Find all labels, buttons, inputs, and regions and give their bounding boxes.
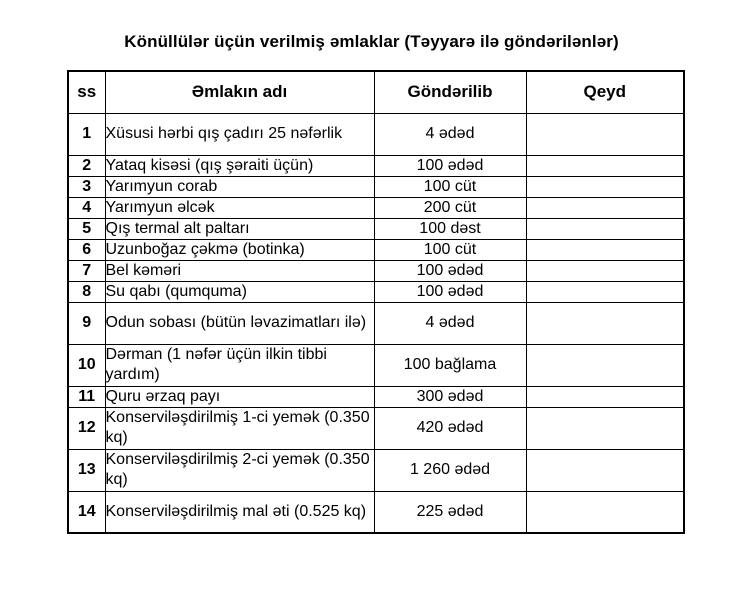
item-name: Odun sobası (bütün ləvazimatları ilə) bbox=[105, 302, 374, 344]
item-name: Xüsusi hərbi qış çadırı 25 nəfərlik bbox=[105, 113, 374, 155]
sent-quantity: 4 ədəd bbox=[374, 113, 526, 155]
row-number: 1 bbox=[68, 113, 105, 155]
note-cell bbox=[526, 449, 684, 491]
row-number: 12 bbox=[68, 407, 105, 449]
row-number: 2 bbox=[68, 155, 105, 176]
note-cell bbox=[526, 155, 684, 176]
table-row bbox=[68, 407, 684, 449]
note-cell bbox=[526, 386, 684, 407]
sent-quantity: 100 ədəd bbox=[374, 260, 526, 281]
row-number: 3 bbox=[68, 176, 105, 197]
sent-quantity: 100 cüt bbox=[374, 239, 526, 260]
sent-quantity: 1 260 ədəd bbox=[374, 449, 526, 491]
sent-quantity: 100 ədəd bbox=[374, 155, 526, 176]
row-number: 11 bbox=[68, 386, 105, 407]
row-number: 9 bbox=[68, 302, 105, 344]
note-cell bbox=[526, 218, 684, 239]
column-header-name: Əmlakın adı bbox=[105, 71, 374, 113]
note-cell bbox=[526, 491, 684, 533]
assets-table bbox=[67, 70, 685, 534]
table-row bbox=[68, 176, 684, 197]
sent-quantity: 100 dəst bbox=[374, 218, 526, 239]
row-number: 5 bbox=[68, 218, 105, 239]
page-title: Könüllülər üçün verilmiş əmlaklar (Təyyarə ilə göndərilənlər) bbox=[124, 32, 619, 51]
note-cell bbox=[526, 407, 684, 449]
sent-quantity: 100 cüt bbox=[374, 176, 526, 197]
table-row bbox=[68, 239, 684, 260]
table-row bbox=[68, 113, 684, 155]
item-name: Yarımyun corab bbox=[105, 176, 374, 197]
note-cell bbox=[526, 176, 684, 197]
sent-quantity: 420 ədəd bbox=[374, 407, 526, 449]
table-row bbox=[68, 302, 684, 344]
note-cell bbox=[526, 344, 684, 386]
table-row bbox=[68, 491, 684, 533]
note-cell bbox=[526, 281, 684, 302]
item-name: Dərman (1 nəfər üçün ilkin tibbi yardım) bbox=[105, 344, 374, 386]
table-row bbox=[68, 197, 684, 218]
item-name: Qış termal alt paltarı bbox=[105, 218, 374, 239]
sent-quantity: 100 ədəd bbox=[374, 281, 526, 302]
note-cell bbox=[526, 302, 684, 344]
sent-quantity: 200 cüt bbox=[374, 197, 526, 218]
item-name: Uzunboğaz çəkmə (botinka) bbox=[105, 239, 374, 260]
row-number: 13 bbox=[68, 449, 105, 491]
sent-quantity: 300 ədəd bbox=[374, 386, 526, 407]
row-number: 14 bbox=[68, 491, 105, 533]
column-header-note: Qeyd bbox=[526, 71, 684, 113]
item-name: Yarımyun əlcək bbox=[105, 197, 374, 218]
note-cell bbox=[526, 197, 684, 218]
column-header-sent: Göndərilib bbox=[374, 71, 526, 113]
table-row bbox=[68, 386, 684, 407]
table-row bbox=[68, 218, 684, 239]
table-row bbox=[68, 260, 684, 281]
table-row bbox=[68, 344, 684, 386]
item-name: Konserviləşdirilmiş mal əti (0.525 kq) bbox=[105, 491, 374, 533]
table-row bbox=[68, 155, 684, 176]
row-number: 4 bbox=[68, 197, 105, 218]
item-name: Bel kəməri bbox=[105, 260, 374, 281]
item-name: Konserviləşdirilmiş 2-ci yemək (0.350 kq) bbox=[105, 449, 374, 491]
note-cell bbox=[526, 113, 684, 155]
sent-quantity: 100 bağlama bbox=[374, 344, 526, 386]
row-number: 8 bbox=[68, 281, 105, 302]
table-row bbox=[68, 449, 684, 491]
sent-quantity: 4 ədəd bbox=[374, 302, 526, 344]
note-cell bbox=[526, 239, 684, 260]
note-cell bbox=[526, 260, 684, 281]
item-name: Konserviləşdirilmiş 1-ci yemək (0.350 kq) bbox=[105, 407, 374, 449]
table-header-row bbox=[68, 71, 684, 113]
sent-quantity: 225 ədəd bbox=[374, 491, 526, 533]
item-name: Quru ərzaq payı bbox=[105, 386, 374, 407]
item-name: Yataq kisəsi (qış şəraiti üçün) bbox=[105, 155, 374, 176]
row-number: 7 bbox=[68, 260, 105, 281]
item-name: Su qabı (qumquma) bbox=[105, 281, 374, 302]
table-row bbox=[68, 281, 684, 302]
row-number: 10 bbox=[68, 344, 105, 386]
column-header-ss: ss bbox=[68, 71, 105, 113]
row-number: 6 bbox=[68, 239, 105, 260]
